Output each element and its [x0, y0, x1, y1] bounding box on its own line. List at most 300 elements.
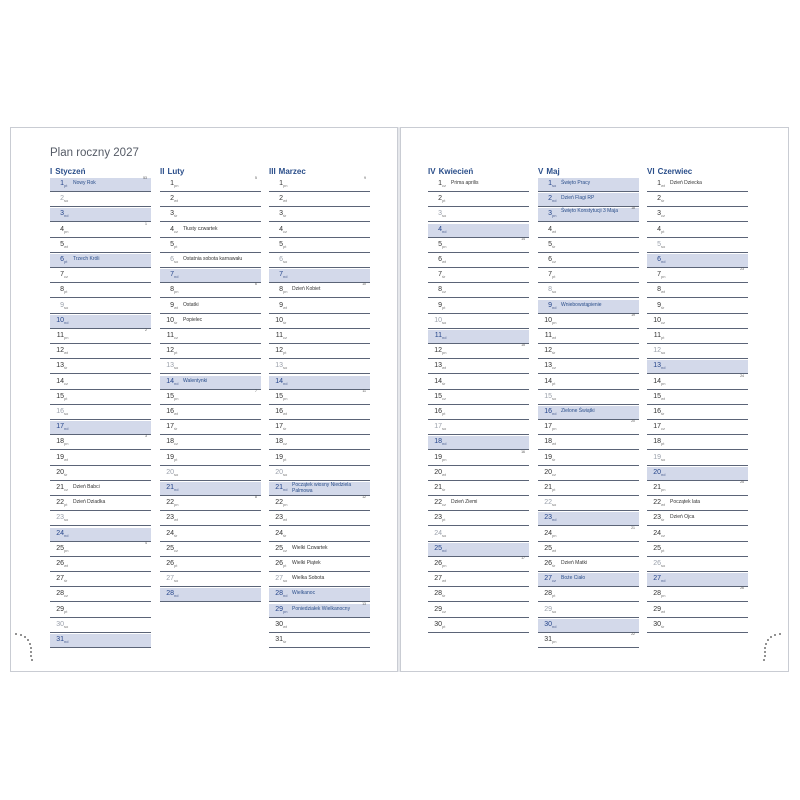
day-number: 7	[657, 271, 661, 279]
day-of-week: pt	[442, 517, 446, 523]
day-of-week: śr	[661, 517, 665, 523]
day-row	[647, 239, 748, 253]
day-number: 26	[434, 560, 442, 567]
day-number: 2	[279, 195, 283, 203]
day-number: 3	[548, 210, 552, 218]
day-of-week: nd	[552, 517, 557, 523]
day-of-week: nd	[442, 335, 447, 340]
day-of-week: śr	[552, 350, 556, 356]
day-row	[538, 588, 639, 602]
day-of-week: śr	[174, 532, 178, 538]
day-row	[428, 315, 529, 329]
day-of-week: so	[442, 319, 447, 325]
day-of-week: cz	[64, 593, 68, 599]
day-of-week: pt	[661, 441, 665, 447]
day-number: 26	[544, 560, 552, 567]
day-row	[269, 573, 370, 587]
day-row	[269, 421, 370, 435]
day-number: 17	[166, 423, 174, 431]
day-of-week: pt	[283, 563, 287, 568]
day-row	[160, 543, 261, 557]
day-number: 12	[56, 347, 64, 355]
month-roman-numeral: VI	[647, 167, 655, 176]
day-of-week: wt	[442, 259, 446, 264]
day-of-week: pt	[442, 304, 446, 310]
day-row	[538, 345, 639, 359]
day-number: 8	[548, 286, 552, 294]
day-row	[538, 497, 639, 511]
day-number: 29	[56, 605, 64, 613]
day-row	[538, 300, 639, 314]
month-column-4	[428, 167, 529, 629]
day-row	[160, 482, 261, 496]
day-of-week: nd	[552, 198, 557, 204]
day-row	[269, 619, 370, 633]
day-row	[647, 543, 748, 557]
day-of-week: cz	[552, 471, 556, 477]
day-number: 17	[275, 423, 283, 431]
holiday-label: Dzień Matki	[561, 560, 588, 566]
day-number: 7	[279, 271, 283, 279]
week-number: 23	[740, 267, 744, 272]
day-number: 15	[434, 392, 442, 400]
day-row	[160, 284, 261, 298]
day-number: 17	[653, 423, 661, 431]
week-number: 3	[145, 434, 147, 439]
day-of-week: wt	[283, 517, 287, 523]
day-row	[160, 315, 261, 329]
day-row	[50, 376, 151, 390]
day-row	[538, 543, 639, 557]
day-row	[269, 634, 370, 648]
week-number: 13	[362, 601, 366, 606]
day-of-week: śr	[283, 426, 287, 432]
day-number: 19	[275, 453, 283, 461]
day-of-week: pn	[283, 395, 288, 401]
week-number: 10	[362, 282, 366, 287]
day-number: 15	[56, 392, 64, 400]
day-row	[538, 558, 639, 572]
day-of-week: pn	[283, 289, 288, 295]
day-number: 27	[166, 575, 174, 583]
day-number: 31	[56, 636, 64, 643]
day-of-week: nd	[552, 623, 557, 629]
left-perforation-dots	[10, 632, 40, 672]
month-name: Luty	[167, 167, 185, 176]
day-of-week: so	[283, 578, 288, 584]
day-row	[647, 558, 748, 572]
day-number: 22	[166, 499, 174, 507]
day-number: 19	[653, 453, 661, 461]
day-of-week: so	[174, 578, 179, 584]
day-number: 14	[653, 377, 661, 385]
day-row	[50, 330, 151, 344]
day-number: 18	[653, 438, 661, 446]
week-number: 2	[145, 328, 147, 332]
day-number: 25	[544, 544, 552, 552]
day-row	[269, 512, 370, 526]
day-number: 17	[434, 423, 442, 431]
day-row	[428, 436, 529, 450]
day-row	[160, 512, 261, 526]
day-row	[428, 573, 529, 587]
month-column-1	[50, 167, 151, 644]
day-of-week: cz	[174, 228, 178, 234]
day-of-week: so	[283, 259, 288, 264]
day-row	[538, 619, 639, 633]
day-row	[538, 193, 639, 207]
day-of-week: so	[283, 471, 288, 477]
day-row	[538, 525, 639, 542]
holiday-label: Nowy Rok	[73, 180, 96, 186]
day-of-week: so	[283, 365, 288, 371]
day-row	[160, 467, 261, 481]
day-number: 20	[275, 468, 283, 476]
day-of-week: so	[442, 532, 447, 538]
day-row	[50, 497, 151, 511]
day-of-week: pt	[64, 608, 68, 614]
week-number: 6	[255, 282, 257, 287]
day-number: 22	[56, 499, 64, 507]
day-row	[160, 208, 261, 222]
day-number: 11	[166, 332, 174, 339]
day-of-week: pn	[64, 441, 69, 447]
day-number: 6	[548, 256, 552, 263]
day-row	[538, 391, 639, 405]
day-number: 19	[56, 453, 64, 461]
day-number: 16	[434, 408, 442, 415]
holiday-label: Dzień Kobiet	[292, 286, 321, 293]
day-row	[647, 619, 748, 633]
day-of-week: pn	[442, 243, 447, 249]
day-of-week: wt	[64, 563, 68, 568]
day-of-week: śr	[174, 213, 178, 219]
day-row	[50, 269, 151, 283]
day-row	[50, 573, 151, 587]
day-number: 29	[434, 605, 442, 613]
day-of-week: wt	[174, 198, 178, 204]
day-row	[647, 284, 748, 298]
day-number: 24	[166, 529, 174, 537]
day-row	[269, 436, 370, 450]
day-number: 27	[275, 575, 283, 583]
holiday-label: Walentynki	[183, 377, 208, 384]
day-row	[647, 360, 748, 374]
day-row	[647, 588, 748, 602]
day-of-week: wt	[174, 304, 178, 310]
month-column-3	[269, 167, 370, 644]
day-of-week: cz	[64, 380, 68, 386]
day-number: 14	[166, 377, 174, 385]
day-number: 30	[544, 620, 552, 628]
day-row	[647, 224, 748, 238]
day-row	[160, 254, 261, 268]
day-number: 2	[438, 195, 442, 203]
day-of-week: cz	[661, 532, 665, 538]
day-row	[647, 345, 748, 359]
day-of-week: pn	[283, 183, 288, 188]
day-number: 7	[438, 271, 442, 279]
week-number: 7	[255, 388, 257, 393]
day-number: 15	[653, 392, 661, 400]
day-of-week: pt	[174, 350, 178, 356]
day-row	[538, 178, 639, 192]
day-of-week: pt	[552, 274, 556, 280]
day-of-week: wt	[64, 243, 68, 249]
month-header	[50, 167, 151, 178]
day-number: 9	[279, 301, 283, 309]
day-of-week: cz	[174, 547, 178, 553]
day-number: 25	[56, 544, 64, 552]
right-perforation-dots	[756, 632, 786, 672]
day-number: 3	[657, 210, 661, 218]
day-row	[538, 467, 639, 481]
day-number: 19	[434, 453, 442, 461]
day-row	[160, 360, 261, 374]
day-number: 28	[653, 590, 661, 598]
day-number: 13	[544, 362, 552, 370]
day-number: 18	[434, 438, 442, 446]
day-number: 30	[653, 620, 661, 628]
day-number: 28	[434, 590, 442, 598]
day-row	[428, 467, 529, 481]
day-of-week: wt	[552, 228, 556, 234]
week-number: 19	[631, 312, 635, 317]
day-of-week: so	[64, 198, 69, 204]
day-of-week: so	[442, 213, 447, 219]
day-number: 1	[60, 180, 64, 187]
day-number: 20	[434, 468, 442, 476]
day-of-week: śr	[283, 639, 287, 644]
day-number: 12	[275, 347, 283, 355]
day-row	[538, 312, 639, 329]
day-number: 13	[275, 362, 283, 370]
day-of-week: pt	[283, 350, 287, 356]
day-of-week: pt	[64, 259, 68, 264]
day-number: 29	[544, 605, 552, 613]
day-row	[647, 604, 748, 618]
holiday-label: Ostatnia sobota karnawału	[183, 256, 243, 262]
day-row	[50, 634, 151, 648]
day-row	[538, 436, 639, 450]
day-of-week: pn	[64, 547, 69, 553]
day-of-week: śr	[442, 487, 446, 492]
day-number: 7	[170, 271, 174, 279]
day-row	[647, 452, 748, 466]
day-number: 12	[434, 347, 442, 355]
day-row	[50, 588, 151, 602]
day-row	[428, 254, 529, 268]
day-number: 1	[170, 180, 174, 187]
day-row	[50, 421, 151, 435]
day-of-week: pn	[64, 228, 69, 234]
day-row	[160, 330, 261, 344]
holiday-label: Wielki Czwartek	[292, 544, 328, 551]
day-number: 23	[434, 514, 442, 522]
day-row	[538, 360, 639, 374]
day-number: 4	[438, 225, 442, 233]
day-row	[647, 254, 748, 268]
day-number: 6	[657, 256, 661, 263]
day-of-week: so	[661, 456, 666, 462]
day-row	[428, 512, 529, 526]
day-row	[428, 449, 529, 466]
day-row	[428, 619, 529, 633]
day-number: 4	[657, 225, 661, 233]
day-row	[160, 406, 261, 420]
day-row	[269, 345, 370, 359]
day-of-week: wt	[174, 517, 178, 523]
day-number: 25	[653, 544, 661, 552]
month-roman-numeral: V	[538, 167, 544, 176]
day-number: 9	[60, 301, 64, 309]
day-row	[50, 345, 151, 359]
day-row	[269, 601, 370, 618]
day-row	[428, 604, 529, 618]
day-row	[428, 360, 529, 374]
day-row	[647, 193, 748, 207]
day-number: 23	[544, 514, 552, 522]
day-number: 18	[56, 438, 64, 446]
day-row	[428, 421, 529, 435]
day-of-week: śr	[442, 593, 446, 599]
week-number: 9	[364, 176, 366, 180]
month-header	[269, 167, 370, 178]
holiday-label: Ostatki	[183, 301, 199, 308]
day-of-week: śr	[661, 198, 665, 204]
day-of-week: pn	[442, 350, 447, 356]
day-row	[160, 178, 261, 192]
day-row	[160, 269, 261, 283]
day-row	[428, 391, 529, 405]
month-roman-numeral: II	[160, 167, 165, 176]
day-of-week: pn	[283, 608, 288, 614]
week-number: 8	[255, 495, 257, 500]
day-number: 13	[434, 362, 442, 370]
day-row	[269, 558, 370, 572]
day-row	[50, 360, 151, 374]
day-of-week: cz	[174, 335, 178, 340]
day-number: 7	[548, 271, 552, 279]
month-header	[160, 167, 261, 178]
day-number: 10	[653, 316, 661, 324]
day-of-week: cz	[661, 319, 665, 325]
day-row	[269, 452, 370, 466]
day-number: 1	[657, 180, 661, 187]
day-number: 9	[657, 301, 661, 309]
day-of-week: wt	[552, 441, 556, 447]
day-of-week: nd	[661, 259, 666, 264]
day-number: 27	[434, 575, 442, 583]
day-row	[647, 573, 748, 587]
day-row	[538, 482, 639, 496]
day-number: 8	[657, 286, 661, 294]
day-number: 27	[56, 575, 64, 583]
day-of-week: pt	[442, 411, 446, 416]
day-of-week: nd	[661, 578, 666, 584]
holiday-label: Zielone Świątki	[561, 408, 595, 414]
day-number: 10	[434, 316, 442, 324]
day-row	[647, 497, 748, 511]
day-of-week: pn	[442, 563, 447, 568]
day-row	[647, 330, 748, 344]
day-row	[50, 391, 151, 405]
week-number: 14	[521, 236, 525, 241]
month-header	[538, 167, 639, 178]
day-number: 25	[166, 544, 174, 552]
day-of-week: nd	[64, 639, 69, 644]
day-number: 6	[279, 256, 283, 263]
day-of-week: nd	[174, 487, 179, 492]
day-of-week: so	[552, 608, 557, 614]
day-row	[538, 224, 639, 238]
day-number: 11	[275, 332, 283, 339]
day-row	[538, 208, 639, 222]
day-number: 2	[657, 195, 661, 203]
day-of-week: pn	[174, 289, 179, 295]
day-number: 13	[166, 362, 174, 370]
day-of-week: wt	[64, 350, 68, 356]
day-row	[647, 178, 748, 192]
day-number: 4	[279, 225, 283, 233]
holiday-label: Wielki Piątek	[292, 560, 321, 566]
day-number: 10	[56, 316, 64, 324]
day-of-week: pt	[552, 380, 556, 386]
day-of-week: pn	[552, 532, 557, 538]
day-row	[50, 558, 151, 572]
day-row	[160, 300, 261, 314]
day-of-week: wt	[661, 395, 665, 401]
day-row	[269, 406, 370, 420]
day-row	[50, 221, 151, 238]
day-row	[160, 345, 261, 359]
day-of-week: cz	[442, 183, 446, 188]
day-row	[647, 528, 748, 542]
day-row	[269, 239, 370, 253]
day-row	[428, 269, 529, 283]
day-row	[269, 224, 370, 238]
day-row	[428, 284, 529, 298]
day-number: 21	[275, 484, 283, 491]
day-row	[50, 284, 151, 298]
day-of-week: nd	[283, 593, 288, 599]
day-number: 7	[60, 271, 64, 279]
day-row	[160, 376, 261, 390]
day-row	[428, 588, 529, 602]
day-number: 30	[56, 620, 64, 628]
day-row	[428, 224, 529, 238]
holiday-label: Boże Ciało	[561, 575, 586, 582]
day-number: 26	[166, 560, 174, 567]
day-of-week: cz	[174, 441, 178, 447]
week-number: 18	[631, 206, 635, 211]
day-of-week: śr	[661, 411, 665, 416]
day-number: 4	[548, 225, 552, 233]
week-number: 12	[362, 495, 366, 500]
day-number: 21	[166, 484, 174, 491]
day-number: 6	[438, 256, 442, 263]
day-number: 16	[653, 408, 661, 415]
day-row	[428, 528, 529, 542]
day-number: 5	[60, 240, 64, 248]
day-row	[538, 634, 639, 648]
day-number: 16	[56, 408, 64, 415]
day-row	[647, 482, 748, 496]
day-row	[160, 193, 261, 207]
day-row	[269, 482, 370, 496]
day-row	[160, 588, 261, 602]
day-number: 24	[275, 529, 283, 537]
